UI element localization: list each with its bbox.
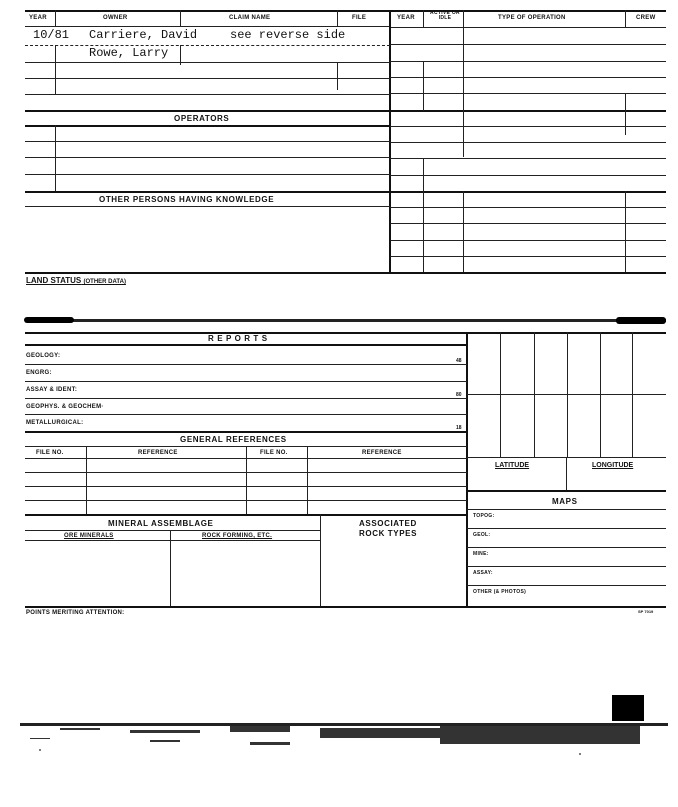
report-engrg: ENGRG: bbox=[26, 370, 52, 376]
form-number: SP 7019 bbox=[638, 609, 654, 614]
associated-rock-types-line1: ASSOCIATED bbox=[359, 519, 417, 528]
maps-other: OTHER (& PHOTOS) bbox=[473, 589, 527, 595]
report-assay-ident: ASSAY & IDENT: bbox=[26, 387, 78, 393]
owner-row-1-owner: Carriere, David bbox=[89, 28, 198, 42]
other-persons-label: OTHER PERSONS HAVING KNOWLEDGE bbox=[99, 195, 275, 204]
report-assay-number: 80 bbox=[456, 392, 462, 398]
col-ops-year-header: YEAR bbox=[397, 15, 415, 21]
latitude-label: LATITUDE bbox=[495, 462, 530, 469]
maps-geol: GEOL: bbox=[473, 532, 491, 538]
general-references-title: GENERAL REFERENCES bbox=[180, 435, 287, 444]
reports-title: R E P O R T S bbox=[208, 334, 268, 343]
ore-minerals-label: ORE MINERALS bbox=[64, 533, 114, 539]
col-owner-header: OWNER bbox=[103, 15, 128, 21]
maps-mine: MINE: bbox=[473, 551, 489, 557]
report-geology: GEOLOGY: bbox=[26, 353, 61, 359]
mineral-assemblage-title: MINERAL ASSEMBLAGE bbox=[108, 519, 214, 528]
operators-label: OPERATORS bbox=[174, 114, 230, 123]
maps-assay: ASSAY: bbox=[473, 570, 493, 576]
ink-smudge-right bbox=[616, 317, 666, 324]
owner-row-2-owner: Rowe, Larry bbox=[89, 46, 169, 60]
col-year-header: YEAR bbox=[29, 15, 47, 21]
section-divider bbox=[25, 319, 666, 322]
points-meriting-attention-label: POINTS MERITING ATTENTION: bbox=[26, 610, 125, 616]
ref-reference-1: REFERENCE bbox=[138, 450, 178, 456]
report-metallurgical: METALLURGICAL: bbox=[26, 420, 84, 426]
ref-reference-2: REFERENCE bbox=[362, 450, 402, 456]
longitude-label: LONGITUDE bbox=[592, 462, 634, 469]
land-status-label: LAND STATUS (OTHER DATA) bbox=[26, 276, 126, 285]
owner-row-1-year: 10/81 bbox=[33, 28, 70, 42]
col-claim-name-header: CLAIM NAME bbox=[229, 15, 271, 21]
report-geophys: GEOPHYS. & GEOCHEM· bbox=[26, 404, 104, 410]
col-file-header: FILE bbox=[352, 15, 367, 21]
report-metallurgical-number: 18 bbox=[456, 425, 462, 431]
owner-row-1-claim: see reverse side bbox=[230, 28, 346, 42]
rock-forming-label: ROCK FORMING, ETC. bbox=[202, 533, 273, 539]
ink-smudge-left bbox=[24, 317, 74, 323]
col-type-operation-header: TYPE OF OPERATION bbox=[498, 15, 566, 21]
maps-topog: TOPOG: bbox=[473, 513, 495, 519]
scan-noise-band bbox=[0, 690, 678, 770]
maps-title: MAPS bbox=[552, 497, 578, 506]
ref-file-no-1: FILE NO. bbox=[36, 450, 64, 456]
ref-file-no-2: FILE NO. bbox=[260, 450, 288, 456]
col-active-idle-header: ACTIVE OR IDLE bbox=[430, 10, 460, 21]
associated-rock-types-line2: ROCK TYPES bbox=[359, 529, 418, 538]
col-crew-header: CREW bbox=[636, 15, 656, 21]
report-geology-number: 48 bbox=[456, 358, 462, 364]
